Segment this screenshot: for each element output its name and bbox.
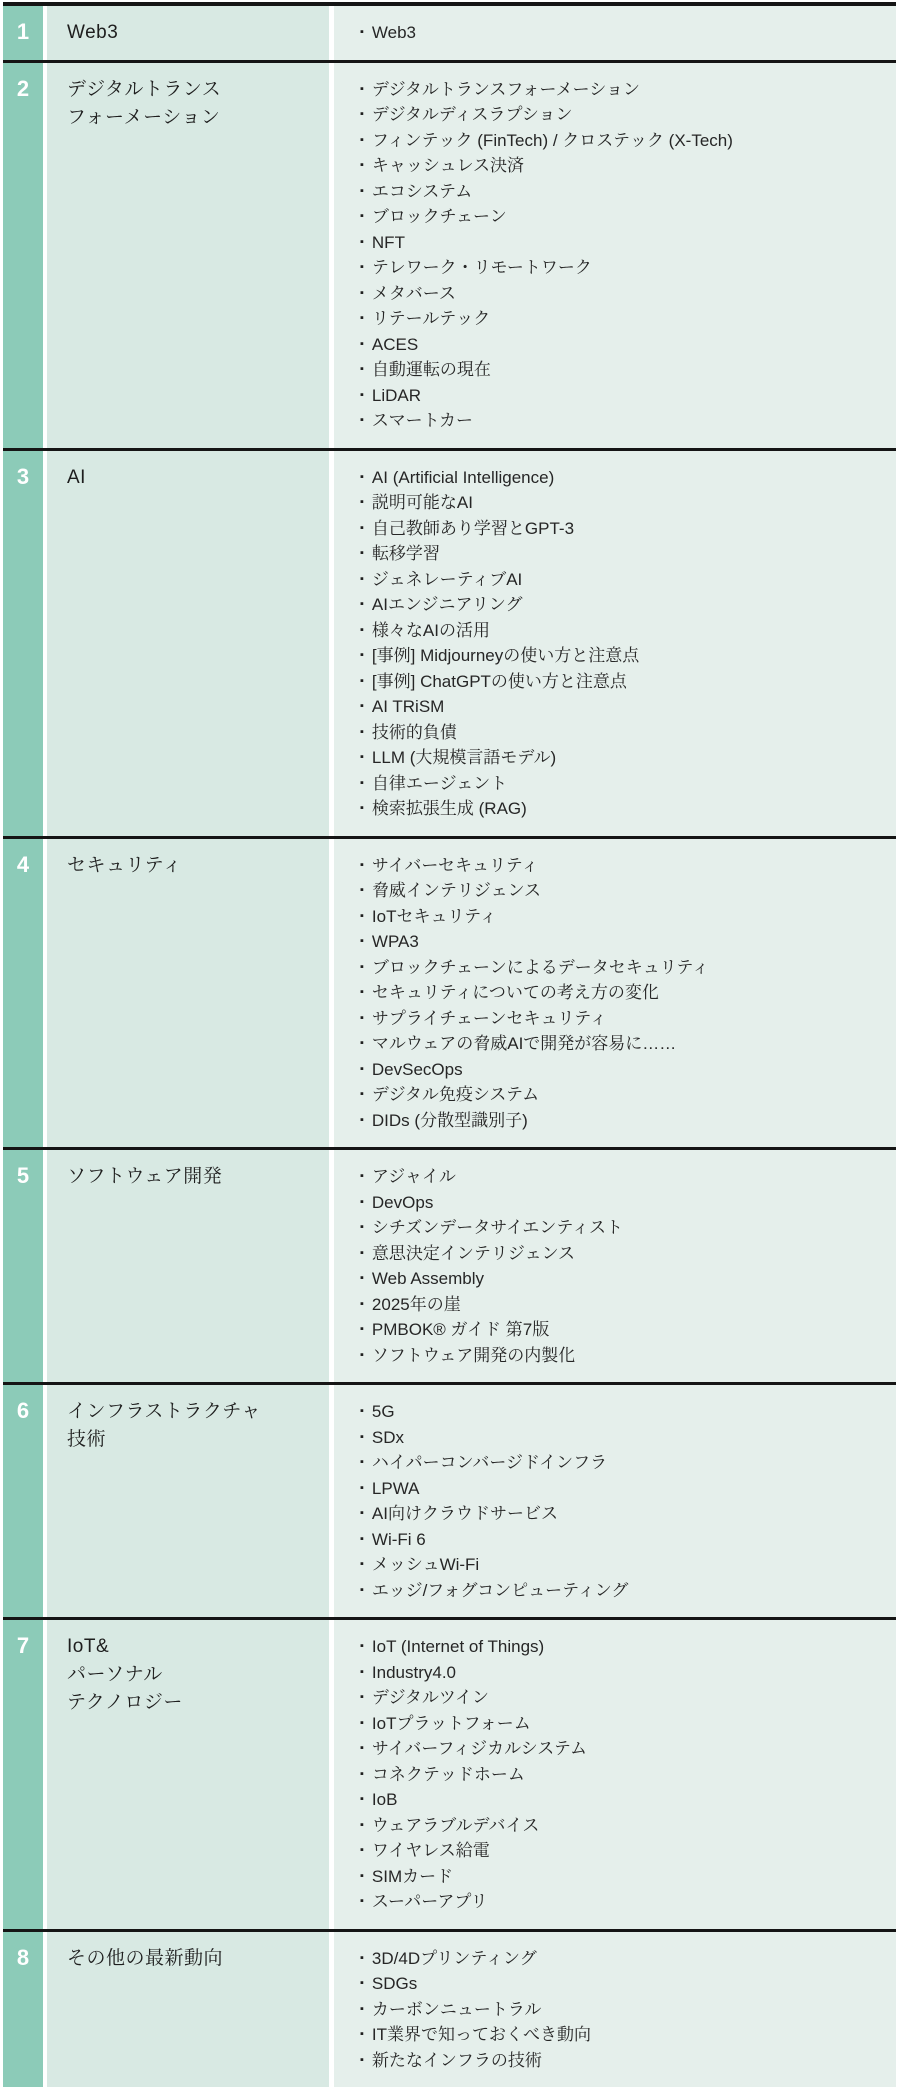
- list-item: [360, 357, 890, 383]
- square-bullet-icon: ▪: [360, 878, 364, 904]
- items-cell: [334, 1620, 896, 1929]
- item-label: DevOps: [372, 1190, 433, 1216]
- category-line: 技術: [67, 1426, 319, 1454]
- list-item: [360, 306, 890, 332]
- item-label: ソフトウェア開発の内製化: [372, 1343, 575, 1369]
- list-item: [360, 567, 890, 593]
- square-bullet-icon: ▪: [360, 904, 364, 930]
- list-item: [360, 1997, 890, 2023]
- square-bullet-icon: ▪: [360, 1190, 364, 1216]
- square-bullet-icon: ▪: [360, 1476, 364, 1502]
- list-item: [360, 1164, 890, 1190]
- category-cell: [47, 63, 334, 448]
- category-line: テクノロジー: [67, 1689, 319, 1717]
- square-bullet-icon: ▪: [360, 980, 364, 1006]
- item-label: [事例] ChatGPTの使い方と注意点: [372, 669, 627, 695]
- category-line: フォーメーション: [67, 104, 319, 132]
- square-bullet-icon: ▪: [360, 1006, 364, 1032]
- list-item: [360, 796, 890, 822]
- item-label: エコシステム: [372, 179, 472, 205]
- item-label: AIエンジニアリング: [372, 592, 523, 618]
- item-label: 3D/4Dプリンティング: [372, 1946, 537, 1972]
- category-line: Web3: [67, 19, 319, 47]
- item-label: LLM (大規模言語モデル): [372, 745, 556, 771]
- row-number: 6: [17, 1398, 29, 1423]
- list-item: [360, 1787, 890, 1813]
- row-number: 8: [17, 1945, 29, 1970]
- item-label: 説明可能なAI: [372, 490, 473, 516]
- list-item: [360, 1889, 890, 1915]
- item-label: 脅威インテリジェンス: [372, 878, 541, 904]
- square-bullet-icon: ▪: [360, 1838, 364, 1864]
- square-bullet-icon: ▪: [360, 1552, 364, 1578]
- square-bullet-icon: ▪: [360, 490, 364, 516]
- list-item: [360, 128, 890, 154]
- square-bullet-icon: ▪: [360, 1057, 364, 1083]
- list-item: [360, 1527, 890, 1553]
- square-bullet-icon: ▪: [360, 1399, 364, 1425]
- square-bullet-icon: ▪: [360, 306, 364, 332]
- square-bullet-icon: ▪: [360, 332, 364, 358]
- square-bullet-icon: ▪: [360, 1317, 364, 1343]
- item-label: デジタルトランスフォーメーション: [372, 77, 640, 103]
- item-label: 検索拡張生成 (RAG): [372, 796, 527, 822]
- square-bullet-icon: ▪: [360, 796, 364, 822]
- item-label: SDx: [372, 1425, 404, 1451]
- list-item: [360, 955, 890, 981]
- square-bullet-icon: ▪: [360, 465, 364, 491]
- square-bullet-icon: ▪: [360, 1292, 364, 1318]
- square-bullet-icon: ▪: [360, 77, 364, 103]
- list-item: [360, 1634, 890, 1660]
- row-number-cell: [3, 839, 47, 1148]
- table-row: [3, 836, 896, 1148]
- square-bullet-icon: ▪: [360, 1997, 364, 2023]
- list-item: [360, 1241, 890, 1267]
- category-line: セキュリティ: [67, 852, 319, 880]
- item-label: マルウェアの脅威AIで開発が容易に……: [372, 1031, 676, 1057]
- square-bullet-icon: ▪: [360, 1501, 364, 1527]
- item-label: Industry4.0: [372, 1660, 456, 1686]
- item-label: スーパーアプリ: [372, 1889, 488, 1915]
- item-label: SIMカード: [372, 1864, 453, 1890]
- list-item: [360, 541, 890, 567]
- item-label: メタバース: [372, 281, 456, 307]
- list-item: [360, 1838, 890, 1864]
- item-label: Web Assembly: [372, 1266, 484, 1292]
- item-label: 転移学習: [372, 541, 440, 567]
- list-item: [360, 1864, 890, 1890]
- category-cell: [47, 1932, 334, 2087]
- table-row: [3, 60, 896, 448]
- items-cell: [334, 1932, 896, 2087]
- square-bullet-icon: ▪: [360, 853, 364, 879]
- list-item: [360, 1317, 890, 1343]
- item-label: リテールテック: [372, 306, 490, 332]
- item-label: PMBOK® ガイド 第7版: [372, 1317, 549, 1343]
- list-item: [360, 383, 890, 409]
- category-line: インフラストラクチャ: [67, 1398, 319, 1426]
- list-item: [360, 465, 890, 491]
- list-item: [360, 1057, 890, 1083]
- square-bullet-icon: ▪: [360, 1241, 364, 1267]
- square-bullet-icon: ▪: [360, 1685, 364, 1711]
- category-cell: [47, 1620, 334, 1929]
- category-line: IoT&: [67, 1633, 319, 1661]
- item-label: セキュリティについての考え方の変化: [372, 980, 659, 1006]
- item-label: ワイヤレス給電: [372, 1838, 490, 1864]
- item-label: ウェアラブルデバイス: [372, 1813, 539, 1839]
- square-bullet-icon: ▪: [360, 2048, 364, 2074]
- category-cell: [47, 839, 334, 1148]
- item-label: Web3: [372, 20, 416, 46]
- item-label: ブロックチェーン: [372, 204, 507, 230]
- item-label: 技術的負債: [372, 720, 457, 746]
- square-bullet-icon: ▪: [360, 281, 364, 307]
- list-item: [360, 1685, 890, 1711]
- square-bullet-icon: ▪: [360, 929, 364, 955]
- item-label: NFT: [372, 230, 405, 256]
- row-number: 3: [17, 464, 29, 489]
- square-bullet-icon: ▪: [360, 1425, 364, 1451]
- square-bullet-icon: ▪: [360, 230, 364, 256]
- item-label: サイバーセキュリティ: [372, 853, 538, 879]
- list-item: [360, 1006, 890, 1032]
- row-number-cell: [3, 1385, 47, 1617]
- item-label: ハイパーコンバージドインフラ: [372, 1450, 607, 1476]
- items-cell: [334, 451, 896, 836]
- item-label: 自動運転の現在: [372, 357, 491, 383]
- list-item: [360, 1711, 890, 1737]
- square-bullet-icon: ▪: [360, 102, 364, 128]
- row-number-cell: [3, 1620, 47, 1929]
- item-label: SDGs: [372, 1971, 417, 1997]
- list-item: [360, 1971, 890, 1997]
- square-bullet-icon: ▪: [360, 1266, 364, 1292]
- list-item: [360, 516, 890, 542]
- list-item: [360, 592, 890, 618]
- list-item: [360, 1425, 890, 1451]
- square-bullet-icon: ▪: [360, 1787, 364, 1813]
- list-item: [360, 179, 890, 205]
- square-bullet-icon: ▪: [360, 204, 364, 230]
- item-label: デジタルツイン: [372, 1685, 489, 1711]
- table-row: [3, 448, 896, 836]
- square-bullet-icon: ▪: [360, 771, 364, 797]
- list-item: [360, 1450, 890, 1476]
- item-label: キャッシュレス決済: [372, 153, 524, 179]
- items-cell: [334, 839, 896, 1148]
- list-item: [360, 1552, 890, 1578]
- list-item: [360, 1190, 890, 1216]
- square-bullet-icon: ▪: [360, 567, 364, 593]
- item-label: 自己教師あり学習とGPT-3: [372, 516, 574, 542]
- square-bullet-icon: ▪: [360, 1450, 364, 1476]
- square-bullet-icon: ▪: [360, 1971, 364, 1997]
- list-item: [360, 230, 890, 256]
- item-label: AI向けクラウドサービス: [372, 1501, 558, 1527]
- square-bullet-icon: ▪: [360, 643, 364, 669]
- list-item: [360, 669, 890, 695]
- category-line: その他の最新動向: [67, 1945, 319, 1973]
- list-item: [360, 77, 890, 103]
- list-item: [360, 204, 890, 230]
- item-label: DIDs (分散型識別子): [372, 1108, 528, 1134]
- item-label: LPWA: [372, 1476, 420, 1502]
- item-label: IoTプラットフォーム: [372, 1711, 531, 1737]
- square-bullet-icon: ▪: [360, 357, 364, 383]
- square-bullet-icon: ▪: [360, 516, 364, 542]
- row-number: 4: [17, 852, 29, 877]
- list-item: [360, 2022, 890, 2048]
- square-bullet-icon: ▪: [360, 1762, 364, 1788]
- square-bullet-icon: ▪: [360, 1864, 364, 1890]
- list-item: [360, 694, 890, 720]
- list-item: [360, 332, 890, 358]
- square-bullet-icon: ▪: [360, 1164, 364, 1190]
- item-label: メッシュWi-Fi: [372, 1552, 479, 1578]
- square-bullet-icon: ▪: [360, 1578, 364, 1604]
- category-cell: [47, 451, 334, 836]
- square-bullet-icon: ▪: [360, 1813, 364, 1839]
- list-item: [360, 853, 890, 879]
- list-item: [360, 771, 890, 797]
- square-bullet-icon: ▪: [360, 1082, 364, 1108]
- items-cell: [334, 1150, 896, 1382]
- row-number-cell: [3, 6, 47, 60]
- square-bullet-icon: ▪: [360, 694, 364, 720]
- item-label: IT業界で知っておくべき動向: [372, 2022, 591, 2048]
- item-label: ACES: [372, 332, 418, 358]
- square-bullet-icon: ▪: [360, 383, 364, 409]
- item-label: エッジ/フォグコンピューティング: [372, 1578, 629, 1604]
- square-bullet-icon: ▪: [360, 1343, 364, 1369]
- square-bullet-icon: ▪: [360, 1736, 364, 1762]
- item-label: 様々なAIの活用: [372, 618, 490, 644]
- list-item: [360, 20, 890, 46]
- item-label: シチズンデータサイエンティスト: [372, 1215, 623, 1241]
- list-item: [360, 1266, 890, 1292]
- list-item: [360, 1736, 890, 1762]
- list-item: [360, 745, 890, 771]
- item-label: DevSecOps: [372, 1057, 463, 1083]
- item-label: [事例] Midjourneyの使い方と注意点: [372, 643, 639, 669]
- list-item: [360, 2048, 890, 2074]
- row-number-cell: [3, 1932, 47, 2087]
- item-label: IoTセキュリティ: [372, 904, 497, 930]
- square-bullet-icon: ▪: [360, 1660, 364, 1686]
- list-item: [360, 720, 890, 746]
- item-label: アジャイル: [372, 1164, 456, 1190]
- item-label: サイバーフィジカルシステム: [372, 1736, 587, 1762]
- item-label: IoB: [372, 1787, 398, 1813]
- item-label: フィンテック (FinTech) / クロステック (X-Tech): [372, 128, 733, 154]
- list-item: [360, 1762, 890, 1788]
- list-item: [360, 102, 890, 128]
- item-label: ジェネレーティブAI: [372, 567, 522, 593]
- item-label: 2025年の崖: [372, 1292, 461, 1318]
- item-label: IoT (Internet of Things): [372, 1634, 544, 1660]
- item-label: 新たなインフラの技術: [372, 2048, 542, 2074]
- square-bullet-icon: ▪: [360, 669, 364, 695]
- item-label: AI (Artificial Intelligence): [372, 465, 554, 491]
- category-line: AI: [67, 464, 319, 492]
- tech-terms-table: [3, 2, 896, 2087]
- list-item: [360, 1476, 890, 1502]
- list-item: [360, 643, 890, 669]
- list-item: [360, 1660, 890, 1686]
- list-item: [360, 1578, 890, 1604]
- list-item: [360, 490, 890, 516]
- list-item: [360, 281, 890, 307]
- list-item: [360, 618, 890, 644]
- items-cell: [334, 1385, 896, 1617]
- row-number: 2: [17, 76, 29, 101]
- table-row: [3, 6, 896, 60]
- items-cell: [334, 6, 896, 60]
- category-cell: [47, 1150, 334, 1382]
- item-label: コネクテッドホーム: [372, 1762, 525, 1788]
- item-label: カーボンニュートラル: [372, 1997, 542, 2023]
- item-label: スマートカー: [372, 408, 473, 434]
- list-item: [360, 904, 890, 930]
- list-item: [360, 1813, 890, 1839]
- item-label: テレワーク・リモートワーク: [372, 255, 592, 281]
- list-item: [360, 1399, 890, 1425]
- square-bullet-icon: ▪: [360, 955, 364, 981]
- row-number-cell: [3, 63, 47, 448]
- list-item: [360, 1082, 890, 1108]
- square-bullet-icon: ▪: [360, 1889, 364, 1915]
- list-item: [360, 1343, 890, 1369]
- square-bullet-icon: ▪: [360, 541, 364, 567]
- square-bullet-icon: ▪: [360, 592, 364, 618]
- table-row: [3, 1382, 896, 1617]
- list-item: [360, 1292, 890, 1318]
- item-label: Wi-Fi 6: [372, 1527, 426, 1553]
- items-cell: [334, 63, 896, 448]
- square-bullet-icon: ▪: [360, 618, 364, 644]
- item-label: デジタルディスラプション: [372, 102, 573, 128]
- square-bullet-icon: ▪: [360, 153, 364, 179]
- list-item: [360, 980, 890, 1006]
- category-line: ソフトウェア開発: [67, 1163, 319, 1191]
- table-row: [3, 1617, 896, 1929]
- list-item: [360, 408, 890, 434]
- square-bullet-icon: ▪: [360, 1946, 364, 1972]
- table-row: [3, 1147, 896, 1382]
- square-bullet-icon: ▪: [360, 1634, 364, 1660]
- list-item: [360, 1501, 890, 1527]
- row-number: 5: [17, 1163, 29, 1188]
- list-item: [360, 878, 890, 904]
- square-bullet-icon: ▪: [360, 20, 364, 46]
- row-number: 7: [17, 1633, 29, 1658]
- list-item: [360, 1031, 890, 1057]
- square-bullet-icon: ▪: [360, 1711, 364, 1737]
- square-bullet-icon: ▪: [360, 745, 364, 771]
- list-item: [360, 929, 890, 955]
- list-item: [360, 153, 890, 179]
- square-bullet-icon: ▪: [360, 128, 364, 154]
- square-bullet-icon: ▪: [360, 255, 364, 281]
- category-cell: [47, 6, 334, 60]
- square-bullet-icon: ▪: [360, 1031, 364, 1057]
- item-label: LiDAR: [372, 383, 421, 409]
- list-item: [360, 255, 890, 281]
- category-line: パーソナル: [67, 1661, 319, 1689]
- row-number-cell: [3, 1150, 47, 1382]
- category-line: デジタルトランス: [67, 76, 319, 104]
- item-label: 自律エージェント: [372, 771, 507, 797]
- list-item: [360, 1108, 890, 1134]
- square-bullet-icon: ▪: [360, 179, 364, 205]
- item-label: ブロックチェーンによるデータセキュリティ: [372, 955, 709, 981]
- square-bullet-icon: ▪: [360, 2022, 364, 2048]
- item-label: 意思決定インテリジェンス: [372, 1241, 575, 1267]
- square-bullet-icon: ▪: [360, 1108, 364, 1134]
- row-number-cell: [3, 451, 47, 836]
- square-bullet-icon: ▪: [360, 720, 364, 746]
- square-bullet-icon: ▪: [360, 1215, 364, 1241]
- row-number: 1: [17, 19, 29, 44]
- table-row: [3, 1929, 896, 2087]
- item-label: 5G: [372, 1399, 395, 1425]
- list-item: [360, 1946, 890, 1972]
- square-bullet-icon: ▪: [360, 1527, 364, 1553]
- square-bullet-icon: ▪: [360, 408, 364, 434]
- item-label: デジタル免疫システム: [372, 1082, 539, 1108]
- category-cell: [47, 1385, 334, 1617]
- item-label: WPA3: [372, 929, 419, 955]
- list-item: [360, 1215, 890, 1241]
- item-label: AI TRiSM: [372, 694, 444, 720]
- item-label: サプライチェーンセキュリティ: [372, 1006, 607, 1032]
